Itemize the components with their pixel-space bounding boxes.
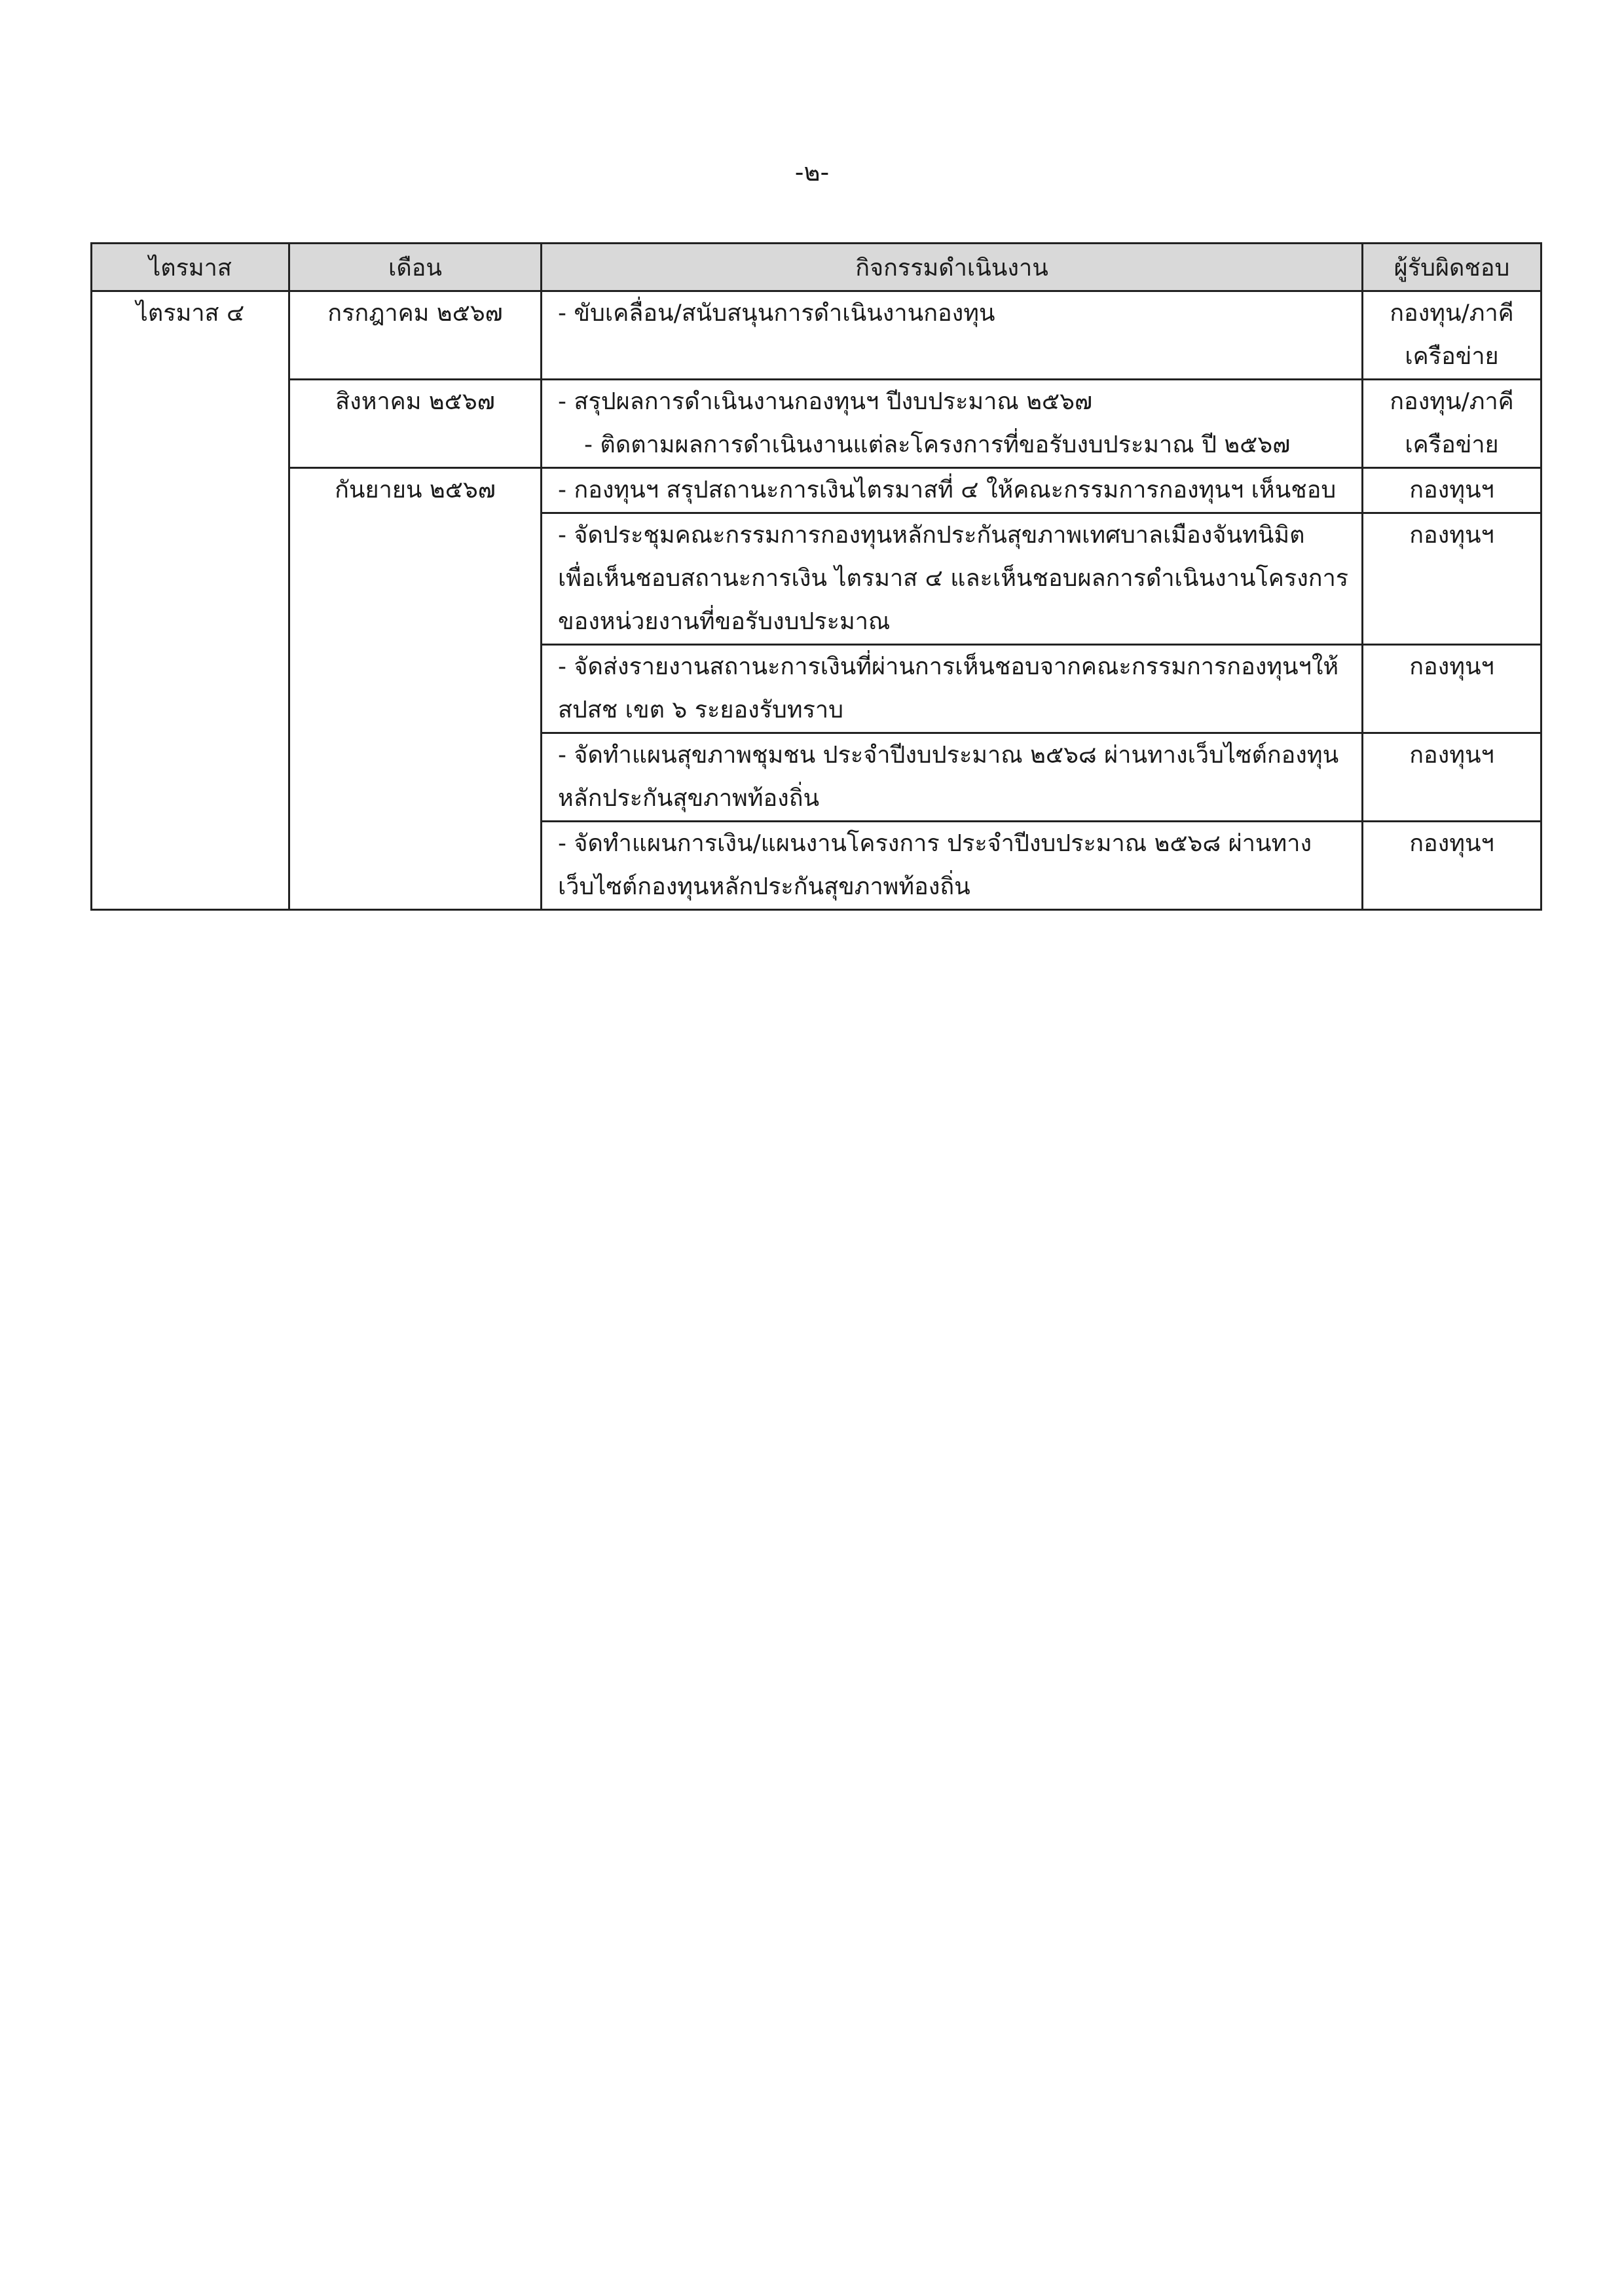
activity-line: - จัดทำแผนการเงิน/แผนงานโครงการ ประจำปีงบประมาณ ๒๕๖๘ ผ่านทาง	[558, 830, 1312, 857]
month-cell-september: กันยายน ๒๕๖๗	[289, 468, 542, 910]
responsible-line: กองทุน/ภาคี	[1390, 300, 1514, 327]
table-row	[92, 380, 1541, 468]
month-cell-august: สิงหาคม ๒๕๖๗	[289, 380, 542, 468]
responsible-cell	[1363, 513, 1541, 645]
activity-line: เว็บไซต์กองทุนหลักประกันสุขภาพท้องถิ่น	[558, 873, 970, 900]
header-quarter: ไตรมาส	[92, 244, 289, 291]
responsible-line: กองทุนฯ	[1409, 477, 1494, 503]
page-number: -๒-	[794, 158, 830, 187]
header-activity: กิจกรรมดำเนินงาน	[542, 244, 1363, 291]
responsible-cell	[1363, 380, 1541, 468]
activity-line: - กองทุนฯ สรุปสถานะการเงินไตรมาสที่ ๔ ให้คณะกรรมการกองทุนฯ เห็นชอบ	[558, 477, 1337, 503]
responsible-line: เครือข่าย	[1405, 431, 1499, 458]
responsible-cell	[1363, 822, 1541, 910]
responsible-cell	[1363, 468, 1541, 513]
header-responsible: ผู้รับผิดชอบ	[1363, 244, 1541, 291]
responsible-cell	[1363, 645, 1541, 733]
responsible-cell	[1363, 733, 1541, 822]
sub-activity-line: - ติดตามผลการดำเนินงานแต่ละโครงการที่ขอรับงบประมาณ ปี ๒๕๖๗	[584, 431, 1291, 458]
month-cell-july: กรกฎาคม ๒๕๖๗	[289, 291, 542, 380]
responsible-cell	[1363, 291, 1541, 380]
responsible-line: กองทุนฯ	[1409, 522, 1494, 549]
activity-line: หลักประกันสุขภาพท้องถิ่น	[558, 785, 820, 812]
responsible-line: กองทุน/ภาคี	[1390, 388, 1514, 415]
activity-line: - จัดทำแผนสุขภาพชุมชน ประจำปีงบประมาณ ๒๕๖๘ ผ่านทางเว็บไซต์กองทุน	[558, 742, 1339, 769]
responsible-line: เครือข่าย	[1405, 343, 1499, 370]
table-row	[92, 291, 1541, 380]
table-row	[92, 468, 1541, 513]
header-month: เดือน	[289, 244, 542, 291]
activity-cell	[542, 822, 1363, 910]
responsible-line: กองทุนฯ	[1409, 830, 1494, 857]
activity-line: เพื่อเห็นชอบสถานะการเงิน ไตรมาส ๔ และเห็นชอบผลการดำเนินงานโครงการ	[558, 565, 1349, 592]
activity-cell	[542, 513, 1363, 645]
activity-line: สปสช เขต ๖ ระยองรับทราบ	[558, 697, 843, 723]
table-header-row	[92, 244, 1541, 291]
activity-line: - จัดส่งรายงานสถานะการเงินที่ผ่านการเห็นชอบจากคณะกรรมการกองทุนฯให้	[558, 653, 1339, 680]
activity-line: - จัดประชุมคณะกรรมการกองทุนหลักประกันสุขภาพเทศบาลเมืองจันทนิมิต	[558, 522, 1305, 549]
responsible-line: กองทุนฯ	[1409, 653, 1494, 680]
activity-cell	[542, 645, 1363, 733]
activity-cell	[542, 380, 1363, 468]
activity-line: - ขับเคลื่อน/สนับสนุนการดำเนินงานกองทุน	[558, 300, 995, 327]
activity-cell	[542, 468, 1363, 513]
activity-line: - สรุปผลการดำเนินงานกองทุนฯ ปีงบประมาณ ๒๕๖๗	[558, 388, 1093, 415]
activity-cell	[542, 733, 1363, 822]
quarter-cell: ไตรมาส ๔	[92, 291, 289, 910]
responsible-line: กองทุนฯ	[1409, 742, 1494, 769]
activity-cell	[542, 291, 1363, 380]
activity-plan-table	[90, 242, 1542, 911]
activity-line: ของหน่วยงานที่ขอรับงบประมาณ	[558, 608, 891, 635]
